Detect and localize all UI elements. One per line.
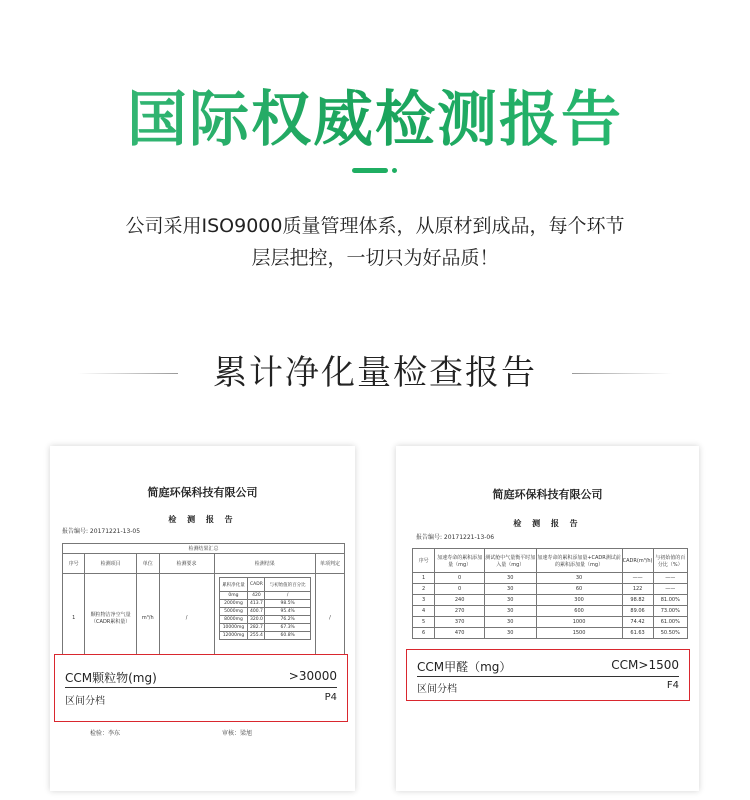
intro-text xyxy=(0,210,750,274)
table-title: 检测结果汇总 xyxy=(63,544,345,554)
table-cell: 颗粒物洁净空气量（CADR累积量） xyxy=(85,574,137,662)
section-heading xyxy=(0,348,750,398)
table-cell: —— xyxy=(653,584,687,595)
highlight-box xyxy=(54,654,348,722)
report-card-particulate xyxy=(50,446,355,791)
sub-cell: 400.7 xyxy=(248,608,265,616)
company-name: 简庭环保科技有限公司 xyxy=(147,486,258,499)
title-accent-bar xyxy=(352,168,388,173)
sub-table xyxy=(219,577,311,640)
section-subtitle: 累计净化量检查报告 xyxy=(213,353,537,393)
table-cell: 1 xyxy=(413,573,435,584)
table-cell: 300 xyxy=(536,595,622,606)
table-header: 检测要求 xyxy=(159,554,214,574)
ccm-label: CCM颗粒物(mg) xyxy=(65,671,157,685)
table-cell: 30 xyxy=(536,573,622,584)
sub-cell: 2000mg xyxy=(219,600,248,608)
table-header: 单项判定 xyxy=(315,554,344,574)
report-card-formaldehyde xyxy=(396,446,699,791)
table-cell: —— xyxy=(622,573,653,584)
highlight-row-grade xyxy=(65,692,337,707)
reviewer-signature: 审核：梁旭 xyxy=(222,730,253,737)
highlight-row-ccm xyxy=(417,658,679,675)
grade-label: 区间分档 xyxy=(417,684,457,695)
sub-cell: 282.7 xyxy=(248,624,265,632)
table-header: 检测项目 xyxy=(85,554,137,574)
table-cell: 370 xyxy=(435,617,485,628)
report-number: 报告编号: 20171221-13-06 xyxy=(416,534,495,541)
sub-cell: 420 xyxy=(248,592,265,600)
table-cell: 600 xyxy=(536,606,622,617)
sub-cell: 12000mg xyxy=(219,632,248,640)
table-header: 序号 xyxy=(63,554,85,574)
table-cell: 61.00% xyxy=(653,617,687,628)
company-name: 简庭环保科技有限公司 xyxy=(492,488,603,501)
table-cell: 89.06 xyxy=(622,606,653,617)
report-title: 检 测 报 告 xyxy=(168,515,237,524)
table-cell: 1 xyxy=(63,574,85,662)
report-title: 检 测 报 告 xyxy=(513,519,582,528)
ccm-label: CCM甲醛（mg） xyxy=(417,660,512,674)
sub-cell: / xyxy=(265,592,310,600)
table-cell: 30 xyxy=(484,584,536,595)
highlight-divider xyxy=(65,687,337,688)
intro-line-2: 层层把控，一切只为好品质！ xyxy=(251,247,499,269)
intro-line-1: 公司采用ISO9000质量管理体系，从原材到成品，每个环节 xyxy=(125,215,625,237)
table-cell: 81.00% xyxy=(653,595,687,606)
table-cell: 0 xyxy=(435,573,485,584)
table-cell: —— xyxy=(653,573,687,584)
sub-header: 累积净化量 xyxy=(219,578,248,592)
table-cell: 30 xyxy=(484,595,536,606)
table-cell: 3 xyxy=(413,595,435,606)
table-cell: 1500 xyxy=(536,628,622,639)
table-cell: 0 xyxy=(435,584,485,595)
table-header: 单位 xyxy=(137,554,160,574)
sub-cell: 5000mg xyxy=(219,608,248,616)
table-header: 加速寿命的累积添加量（mg） xyxy=(435,549,485,573)
sub-cell: 10000mg xyxy=(219,624,248,632)
page-title: 国际权威检测报告 xyxy=(0,72,750,158)
table-cell: 122 xyxy=(622,584,653,595)
table-cell: 240 xyxy=(435,595,485,606)
table-cell: m³/h xyxy=(137,574,160,662)
table-header: 序号 xyxy=(413,549,435,573)
highlight-row-grade xyxy=(417,680,679,695)
table-cell: 61.63 xyxy=(622,628,653,639)
sub-cell: 95.4% xyxy=(265,608,310,616)
sub-cell: 60.8% xyxy=(265,632,310,640)
table-header: 检测结果 xyxy=(214,554,315,574)
sub-cell: 0mg xyxy=(219,592,248,600)
table-cell: 30 xyxy=(484,573,536,584)
table-cell: 30 xyxy=(484,628,536,639)
table-cell: / xyxy=(159,574,214,662)
grade-value: P4 xyxy=(324,692,337,703)
table-cell: 4 xyxy=(413,606,435,617)
table-cell: 2 xyxy=(413,584,435,595)
highlight-divider xyxy=(417,676,679,677)
highlight-box xyxy=(406,649,690,701)
table-header: 与初始值的百分比（%） xyxy=(653,549,687,573)
table-cell: 73.00% xyxy=(653,606,687,617)
report-number: 报告编号: 20171221-13-05 xyxy=(62,528,141,535)
sub-header: CADR xyxy=(248,578,265,592)
table-cell: 50.50% xyxy=(653,628,687,639)
table-cell xyxy=(214,574,315,662)
table-header: 加速寿命的累积添加量+CADR测试前的累积添加量（mg） xyxy=(536,549,622,573)
table-cell: 98.82 xyxy=(622,595,653,606)
ccm-value: >30000 xyxy=(288,669,337,683)
sub-cell: 320.0 xyxy=(248,616,265,624)
sub-header: 与初始值的百分比 xyxy=(265,578,310,592)
table-cell: 60 xyxy=(536,584,622,595)
highlight-row-ccm xyxy=(65,669,337,686)
sub-cell: 98.5% xyxy=(265,600,310,608)
table-cell: 270 xyxy=(435,606,485,617)
sub-cell: 255.4 xyxy=(248,632,265,640)
sub-cell: 413.7 xyxy=(248,600,265,608)
table-header: CADR(m³/h) xyxy=(622,549,653,573)
sub-cell: 8000mg xyxy=(219,616,248,624)
ccm-value: CCM>1500 xyxy=(611,658,679,672)
table-header: 测试舱中气量衡平时加入量（mg） xyxy=(484,549,536,573)
table-cell: 5 xyxy=(413,617,435,628)
heading-line-right xyxy=(572,373,672,374)
title-accent-dot xyxy=(392,168,397,173)
table-cell: 30 xyxy=(484,617,536,628)
grade-label: 区间分档 xyxy=(65,696,105,707)
table-cell: 1000 xyxy=(536,617,622,628)
grade-value: F4 xyxy=(666,680,679,691)
table-cell: 74.42 xyxy=(622,617,653,628)
table-cell: 6 xyxy=(413,628,435,639)
table-cell: / xyxy=(315,574,344,662)
table-cell: 30 xyxy=(484,606,536,617)
table-cell: 470 xyxy=(435,628,485,639)
results-table xyxy=(62,543,345,662)
results-table xyxy=(412,548,688,639)
sub-cell: 67.3% xyxy=(265,624,310,632)
sub-cell: 76.2% xyxy=(265,616,310,624)
inspector-signature: 检验：李东 xyxy=(90,730,121,737)
